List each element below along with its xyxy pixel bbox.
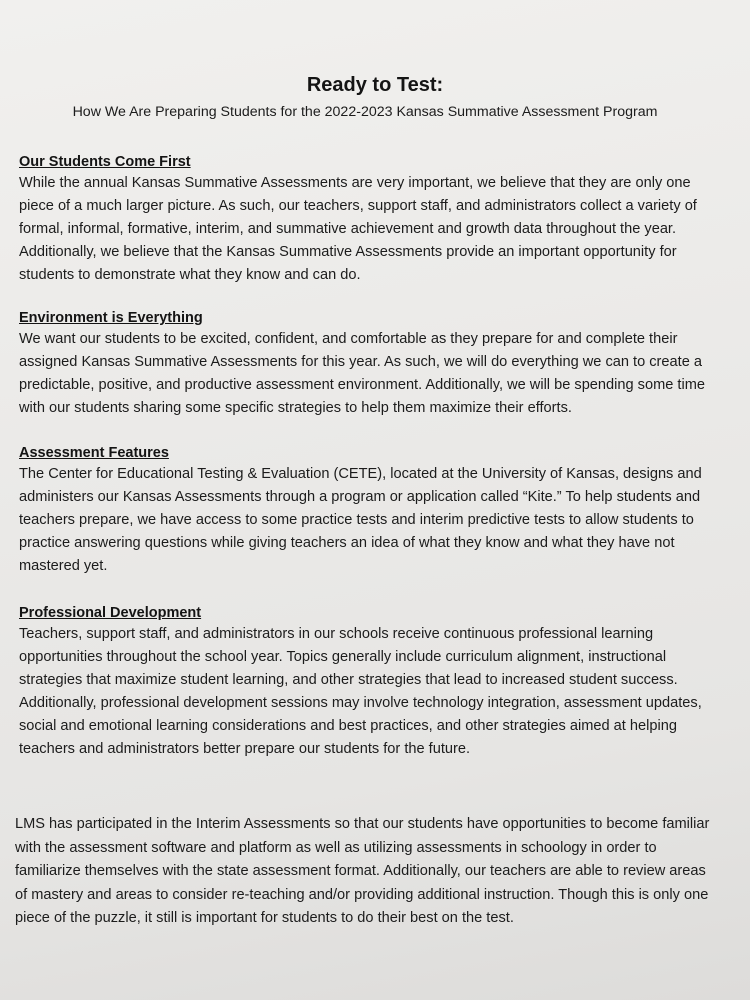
section-body: The Center for Educational Testing & Evaluation (CETE), located at the University of Kansas, designs and administers our Kansas Assessments through a program or application called “Kite.” To help students and teachers prepare, we have access to some practice tests and interim predictive tests to allow students to practice answering questions while giving teachers an idea of what they know and what they have not mastered yet. [19,466,702,574]
section-body: We want our students to be excited, confident, and comfortable as they prepare for and complete their assigned Kansas Summative Assessments for this year. As such, we will do everything we can to create a predictable, positive, and productive assessment environment. Additionally, we will be spending some time with our students sharing some specific strategies to help them maximize their efforts. [19,331,705,416]
section-heading: Our Students Come First [19,154,191,170]
document-subtitle: How We Are Preparing Students for the 2022-2023 Kansas Summative Assessment Program [72,104,658,120]
section-body: Teachers, support staff, and administrators in our schools receive continuous professional learning opportunities throughout the school year. Topics generally include curriculum alignment, instructional strategies that maximize student learning, and other strategies that lead to increased student success. Additionally, professional development sessions may involve technology integration, assessment updates, social and emotional learning considerations and best practices, and other strategies aimed at helping teachers and administrators better prepare our students for the future. [19,626,702,757]
section-assessment-features [19,443,719,578]
section-body: While the annual Kansas Summative Assessments are very important, we believe that they are only one piece of a much larger picture. As such, our teachers, support staff, and administrators collect a variety of formal, informal, formative, interim, and summative achievement and growth data throughout the year. Additionally, we believe that the Kansas Summative Assessments provide an important opportunity for students to demonstrate what they know and can do. [19,175,697,283]
section-heading: Professional Development [19,605,202,621]
closing-text: LMS has participated in the Interim Assessments so that our students have opportunities to become familiar with the assessment software and platform as well as utilizing assessments in schoology in order to familiarize themselves with the state assessment format. Additionally, our teachers are able to review areas of mastery and areas to consider re-teaching and/or providing additional instruction. Though this is only one piece of the puzzle, it still is important for students to do their best on the test. [15,816,710,926]
closing-paragraph [15,813,720,931]
section-heading: Environment is Everything [19,310,203,326]
document-title: Ready to Test: [306,74,444,96]
section-students-come-first [19,152,719,287]
section-heading: Assessment Features [19,445,169,461]
section-professional-development [19,603,719,761]
section-environment [19,308,719,420]
